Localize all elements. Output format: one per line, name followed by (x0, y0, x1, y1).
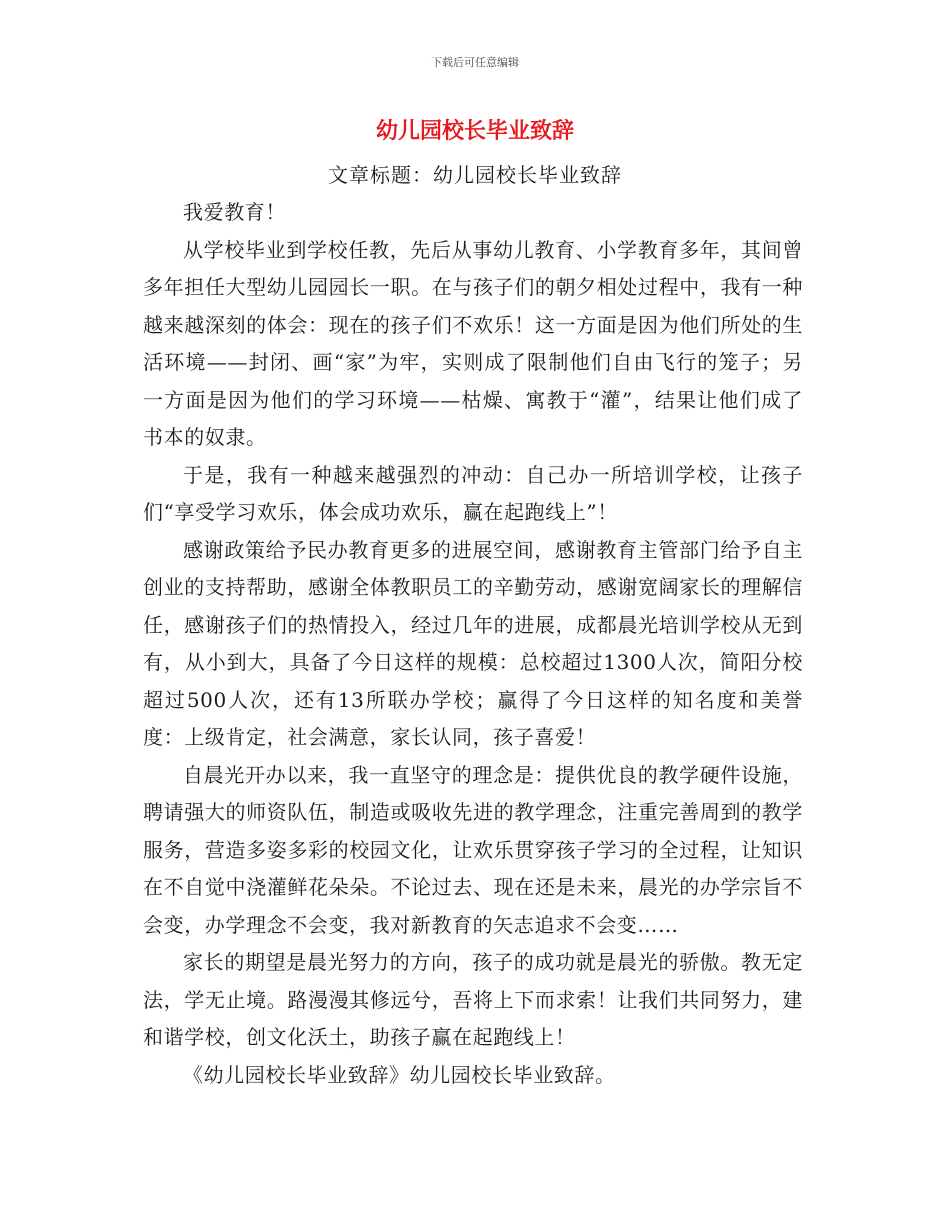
paragraph: 家长的期望是晨光努力的方向，孩子的成功就是晨光的骄傲。教无定法，学无止境。路漫漫其修远兮，吾将上下而求索！让我们共同努力，建和谐学校，创文化沃土，助孩子赢在起跑线上！ (143, 950, 803, 1049)
paragraph: 于是，我有一种越来越强烈的冲动：自己办一所培训学校，让孩子们“享受学习欢乐，体会成功欢乐，赢在起跑线上”！ (143, 462, 803, 524)
article-subtitle: 文章标题：幼儿园校长毕业致辞 (328, 163, 622, 187)
document-title: 幼儿园校长毕业致辞 (375, 119, 574, 144)
article-body (143, 194, 803, 1094)
paragraph: 从学校毕业到学校任教，先后从事幼儿教育、小学教育多年，其间曾多年担任大型幼儿园园长一职。在与孩子们的朝夕相处过程中，我有一种越来越深刻的体会：现在的孩子们不欢乐！这一方面是因为他们所处的生活环境——封闭、画“家”为牢，实则成了限制他们自由飞行的笼子；另一方面是因为他们的学习环境——枯燥、寓教于“灌”，结果让他们成了书本的奴隶。 (143, 237, 803, 449)
paragraph: 感谢政策给予民办教育更多的进展空间，感谢教育主管部门给予自主创业的支持帮助，感谢全体教职员工的辛勤劳动，感谢宽阔家长的理解信任，感谢孩子们的热情投入，经过几年的进展，成都晨光培训学校从无到有，从小到大，具备了今日这样的规模：总校超过1300人次，简阳分校超过500人次，还有13所联办学校；赢得了今日这样的知名度和美誉度：上级肯定，社会满意，家长认同，孩子喜爱！ (143, 537, 803, 749)
paragraph: 自晨光开办以来，我一直坚守的理念是：提供优良的教学硬件设施，聘请强大的师资队伍，制造或吸收先进的教学理念，注重完善周到的教学服务，营造多姿多彩的校园文化，让欢乐贯穿孩子学习的全过程，让知识在不自觉中浇灌鲜花朵朵。不论过去、现在还是未来，晨光的办学宗旨不会变，办学理念不会变，我对新教育的矢志追求不会变…… (143, 762, 803, 937)
paragraph: 《幼儿园校长毕业致辞》幼儿园校长毕业致辞。 (183, 1062, 616, 1087)
header-note: 下载后可任意编辑 (431, 56, 519, 69)
paragraph: 我爱教育！ (183, 200, 286, 224)
